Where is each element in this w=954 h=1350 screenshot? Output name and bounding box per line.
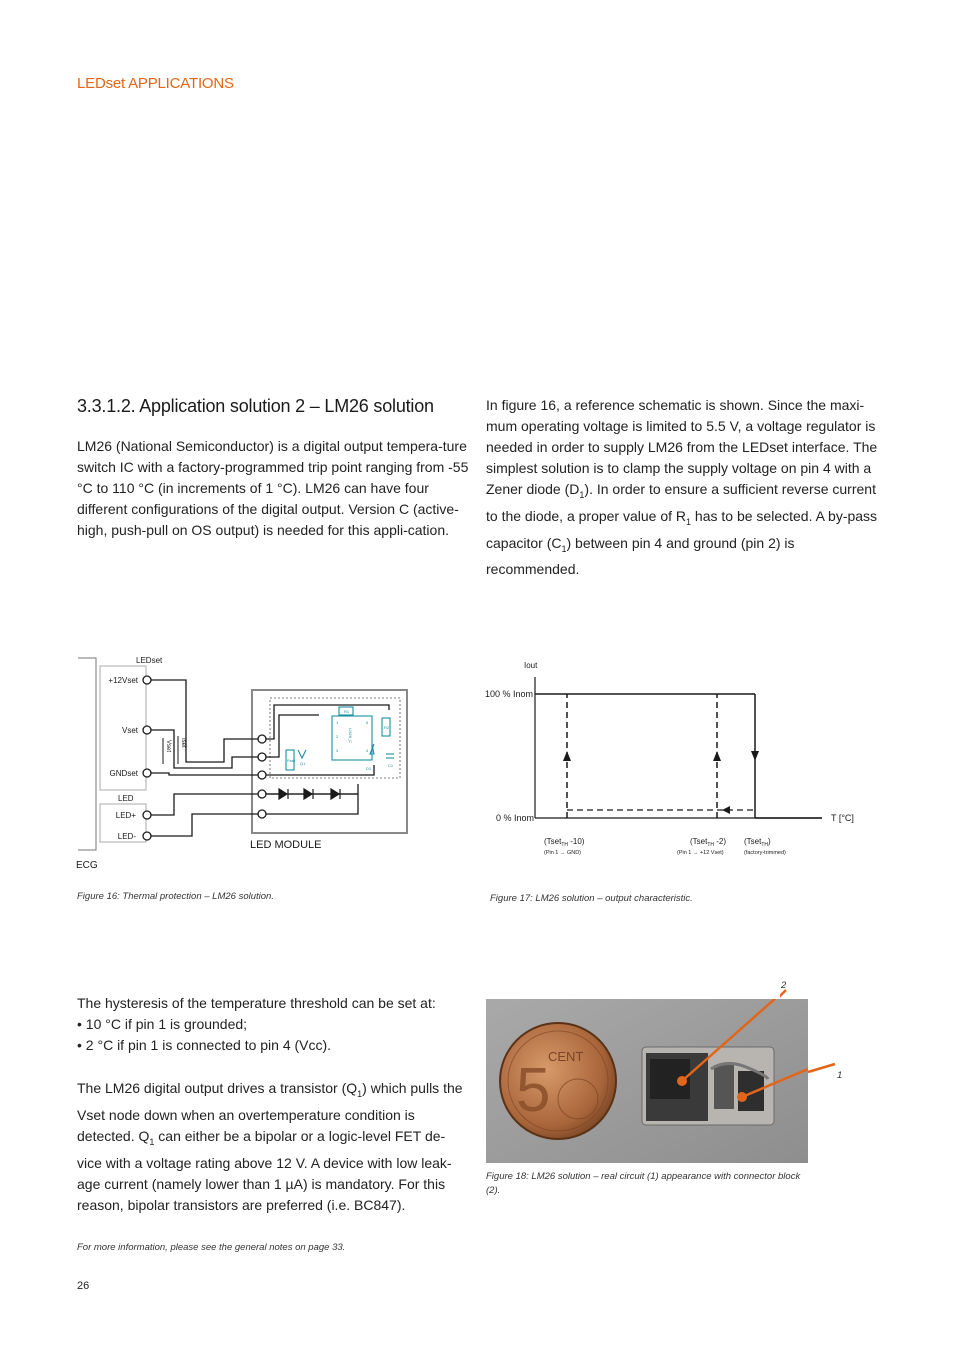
label-r1: R1 [344, 709, 350, 714]
label-led-plus: LED+ [115, 811, 136, 820]
label-pin2: 2 [336, 734, 339, 739]
label-vset-arrow: Vset [165, 740, 171, 753]
label-pin3: 3 [336, 748, 339, 753]
series-arrow-0 [751, 751, 759, 761]
reference-paragraph [486, 395, 878, 580]
label-12vset: +12Vset [108, 676, 138, 685]
out-text-b: ) which pulls the Vset node down when an overtemperature condition is detected. Q [77, 1080, 463, 1144]
label-ledset: LEDset [136, 656, 163, 665]
label-lm26: LM26_C [348, 728, 353, 744]
callout-1-label: 1 [837, 1070, 843, 1081]
out-sub-1: 1 [357, 1088, 363, 1099]
label-c1: C1 [388, 763, 394, 768]
x-tick-1-note: (Pin 1 → GND) [544, 850, 581, 856]
intro-paragraph: LM26 (National Semiconductor) is a digital output tempera-ture switch IC with a factory-programmed trip point ranging from -55 °C to 110 °C (in increments of 1 °C). LM26 can have four different configurations of the digital output. Version C (active-high, push-pull on OS output) is needed for this appli-cation. [77, 438, 469, 538]
ref-text-c: has to be selected. A by-pass capacitor (C [486, 507, 878, 551]
hysteresis-intro: The hysteresis of the temperature threshold can be set at: [77, 995, 436, 1011]
label-d1: D1 [366, 766, 372, 771]
ref-sub-1: 1 [579, 489, 585, 500]
hysteresis-item-2: • 2 °C if pin 1 is connected to pin 4 (Vcc). [77, 1037, 332, 1053]
x-tick-1: (Tset$_{TH}$ -10) [544, 837, 585, 848]
ref-sub-3: 1 [561, 543, 567, 554]
x-axis-label: T [°C] [831, 813, 854, 823]
callout-extensions [780, 980, 843, 1081]
output-paragraph [77, 1078, 469, 1216]
footnote: For more information, please see the general notes on page 33. [77, 1242, 346, 1253]
figure16-schematic [74, 650, 414, 875]
label-gndset: GNDset [109, 769, 138, 778]
coin-text: CENT [548, 1049, 584, 1064]
out-text-c: can either be a bipolar or a logic-level FET de-vice with a voltage rating above 12 V. A device with low leak-age current (namely lower than 1 µA) is mandatory. For this reason, bipolar transistors are preferred (i.e. BC847). [77, 1127, 452, 1213]
coin-numeral: 5 [516, 1056, 551, 1125]
return-arrow [722, 806, 730, 814]
page-number: 26 [77, 1280, 90, 1292]
label-iset: Iset [180, 738, 186, 748]
label-pin5: 5 [366, 720, 369, 725]
ref-text-d: ) between pin 4 and ground (pin 2) is recommended. [486, 534, 795, 578]
label-led-module: LED MODULE [250, 839, 322, 851]
x-tick-2: (Tset$_{TH}$ -2) [690, 837, 727, 848]
y-axis-label: Iout [524, 661, 538, 670]
ref-text-a: In figure 16, a reference schematic is shown. Since the maxi-mum operating voltage is limited to 5.5 V, a voltage regulator is needed in order to supply LM26 from the LEDset interface. The simplest solution is to clamp the supply voltage on pin 4 with a Zener diode (D [486, 397, 878, 497]
label-pin4: 4 [366, 748, 369, 753]
label-led: LED [118, 794, 134, 803]
series-arrow-2 [713, 751, 721, 761]
label-vset: Vset [121, 726, 138, 735]
label-ecg: ECG [76, 860, 98, 871]
figure18-caption: Figure 18: LM26 solution – real circuit (1) appearance with connector block (2). [486, 1171, 801, 1196]
lm26-circuit [738, 1071, 764, 1111]
out-text-a: The LM26 digital output drives a transistor (Q [77, 1080, 358, 1096]
y-tick-100: 100 % Inom [485, 689, 534, 699]
hysteresis-item-1: • 10 °C if pin 1 is grounded; [77, 1016, 248, 1032]
label-q1: Q1 [300, 761, 306, 766]
ref-text-b: ). In order to ensure a sufficient reverse current to the diode, a proper value of R [486, 481, 876, 524]
figure17-chart [482, 655, 872, 860]
section-title: 3.3.1.2. Application solution 2 – LM26 solution [77, 396, 434, 416]
ref-sub-2: 1 [686, 516, 692, 527]
callout-2-label: 2 [781, 980, 787, 991]
figure18-photo [486, 999, 808, 1163]
label-r2: R2 [384, 725, 390, 730]
label-led-minus: LED- [117, 832, 136, 841]
x-tick-3-note: (factory-trimmed) [744, 850, 786, 856]
figure16-caption: Figure 16: Thermal protection – LM26 solution. [77, 891, 274, 902]
section-tag: LEDset APPLICATIONS [77, 75, 234, 92]
x-tick-2-note: (Pin 1 → +12 Vset) [677, 850, 724, 856]
figure17-caption: Figure 17: LM26 solution – output characteristic. [490, 893, 693, 904]
y-tick-0: 0 % Inom [496, 813, 535, 823]
label-pin1: 1 [336, 720, 339, 725]
out-sub-2: 1 [149, 1136, 155, 1147]
series-arrow-1 [563, 751, 571, 761]
label-rset: Rset [287, 758, 296, 763]
x-tick-3: (Tset$_{TH}$) [744, 837, 771, 848]
chart-series-group [535, 694, 822, 818]
